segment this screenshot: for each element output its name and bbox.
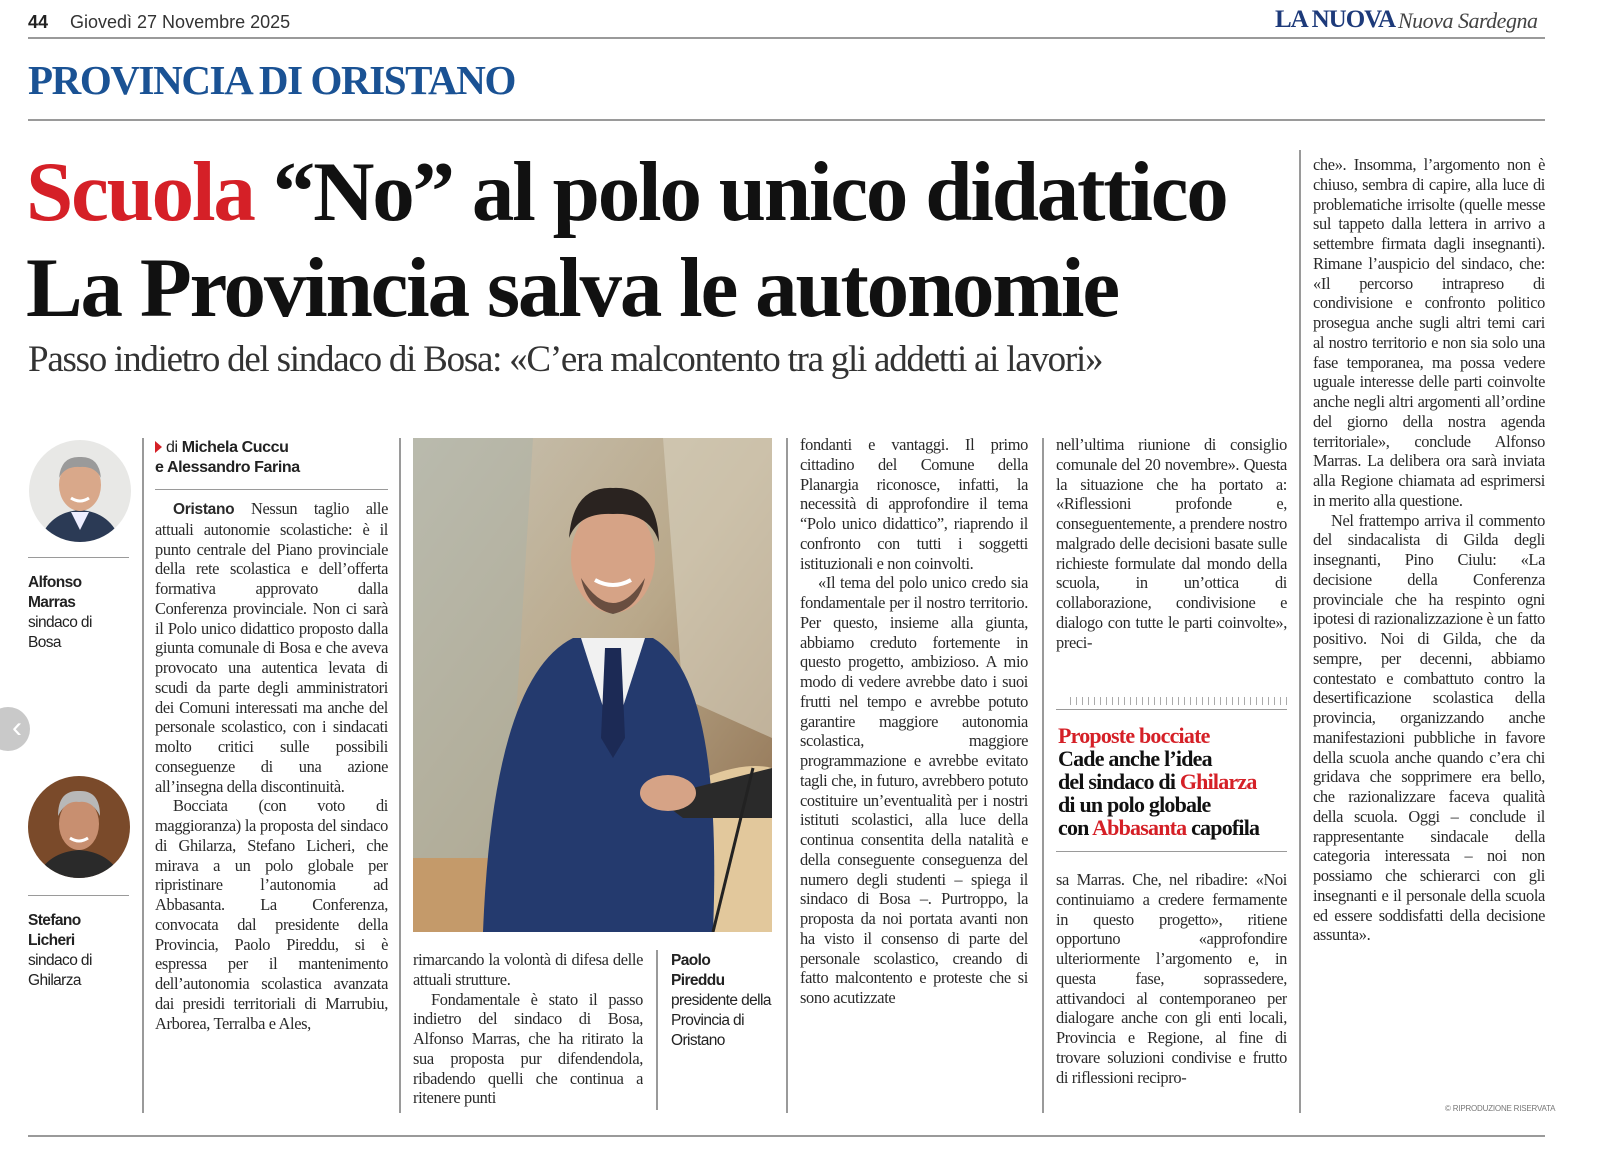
- box-title-highlight: Ghilarza: [1179, 769, 1257, 794]
- newspaper-logo: LA NUOVA: [1275, 6, 1396, 33]
- byline-prefix: di: [166, 439, 178, 456]
- portrait-name: Stefano Licheri: [28, 912, 81, 949]
- previous-page-button[interactable]: [0, 707, 30, 751]
- headline-kicker: Scuola: [26, 145, 254, 239]
- column-divider: [399, 438, 401, 1113]
- article-column-4-bottom: [1056, 870, 1287, 1115]
- portrait-caption: [28, 573, 98, 653]
- portrait-caption: [28, 911, 108, 991]
- column-divider: [1299, 150, 1301, 1113]
- portrait-stefano-licheri: [28, 776, 130, 878]
- box-divider: [1056, 851, 1287, 852]
- footer-divider: [28, 1135, 1545, 1137]
- box-title-text: del sindaco di: [1058, 769, 1180, 794]
- issue-date: Giovedì 27 Novembre 2025: [70, 12, 291, 32]
- article-photo: [413, 438, 772, 932]
- box-title-line: Cade anche l’idea: [1058, 746, 1212, 771]
- photo-caption-role: presidente della Provincia di Oristano: [671, 992, 771, 1049]
- box-divider: [1056, 709, 1287, 710]
- box-title-text: con: [1058, 815, 1093, 840]
- section-divider: [28, 119, 1545, 121]
- sidebar-box: [1058, 724, 1293, 839]
- portrait-role: sindaco di Ghilarza: [28, 952, 92, 989]
- newspaper-logo-script: Nuova Sardegna: [1398, 8, 1538, 33]
- subtitle: Passo indietro del sindaco di Bosa: «C’era malcontento tra gli addetti ai lavori»: [28, 339, 1103, 380]
- article-column-5: [1313, 155, 1545, 1095]
- header-divider: [28, 37, 1545, 39]
- headline-line-1: [26, 145, 1227, 239]
- paragraph: Nessun taglio alle attuali autonomie scolastiche: è il punto centrale del Piano provinciale della rete scolastica e dell’offerta formativa approvato dalla Conferenza provinciale. Non ci sarà il Polo unico didattico proposto dalla giunta comunale di Bosa e che aveva provocato una autentica levata di scudi da parte degli amministratori dei Comuni interessati ma anche del personale scolastico, con i sindacati molto critici sulle possibili conseguenze di una azione all’insegna della discontinuità.: [155, 499, 388, 796]
- dateline: Oristano: [173, 501, 235, 518]
- photo-caption-name: Paolo Pireddu: [671, 952, 725, 989]
- portrait-divider: [28, 895, 129, 896]
- photo-caption: [671, 951, 776, 1051]
- paragraph: «Il tema del polo unico credo sia fondamentale per il nostro territorio. Per questo, insieme alla giunta, abbiamo creduto fortemente in questo progetto, ambizioso. A mio modo di vedere avrebbe dato i suoi frutti nel tempo e avrebbe potuto garantire maggiore autonomia scolastica, maggiore programmazione e avrebbe evitato tagli che, in futuro, avrebbero potuto costituire un’eventualità per i nostri istituti scolastici, alla luce della continua consentita della natalità e della conseguente conseguenza del numero degli studenti – spiega il sindaco di Bosa –. Purtroppo, la proposta da noi portata avanti non ha visto il consenso di parte del personale scolastico, creando di fatto malcontento e proteste che si sono acutizzate: [800, 573, 1028, 1007]
- article-column-4-top: [1056, 435, 1287, 675]
- column-divider: [786, 438, 788, 1113]
- box-title-line: [1058, 816, 1293, 839]
- paragraph: che». Insomma, l’argomento non è chiuso, sembra di capire, alla luce di problematiche irrisolte (quelle messe sul tappeto dalla lettera in arrivo a settembre firmata dagli insegnanti). Rimane l’auspicio del sindaco, che: «Il percorso intrapreso di condivisione e confronto politico prosegua anche sugli altri temi cari al nostro territorio e non sia solo una fase temporanea, ma possa vedere uguale interesse delle parti coinvolte anche negli altri argomenti all’ordine del giorno della nostra agenda territoriale», conclude Alfonso Marras. La delibera ora sarà inviata alla Regione chiamata ad esprimersi in merito alla questione.: [1313, 155, 1545, 510]
- byline-author: Michela Cuccu: [181, 439, 289, 456]
- dotted-rule: [1070, 697, 1287, 705]
- paragraph: fondanti e vantaggi. Il primo cittadino del Comune della Planargia riconosce, infatti, la necessità di approfondire il tema “Polo unico didattico”, riaprendo il confronto con tutti i soggetti istituzionali e non coinvolti.: [800, 435, 1028, 573]
- paragraph: Fondamentale è stato il passo indietro del sindaco di Bosa, Alfonso Marras, che ha ritirato la sua proposta pur difendendola, ribadendo quelli che continua a ritenere punti: [413, 989, 643, 1108]
- article-column-3: [800, 435, 1028, 1115]
- page-number: 44: [28, 12, 49, 32]
- portrait-image: [28, 776, 130, 878]
- box-title-line: [1058, 770, 1293, 793]
- column-divider: [656, 950, 658, 1110]
- byline-author: e Alessandro Farina: [155, 459, 300, 476]
- headline-text-1: “No” al polo unico didattico: [272, 145, 1227, 239]
- column-divider: [1042, 438, 1044, 1113]
- box-kicker: Proposte bocciate: [1058, 723, 1210, 748]
- article-column-2: [413, 950, 643, 1112]
- paragraph: sa Marras. Che, nel ribadire: «Noi continuiamo a credere fermamente in questo progetto», ritiene opportuno «approfondire ulteriormente l’argomento e, in questa fase, soprassedere, attivandoci al contemporaneo per dialogare anche con gli enti locali, Provincia e Regione, al fine di trovare soluzioni condivise e frutto di riflessioni recipro-: [1056, 870, 1287, 1087]
- article-column-1: [155, 499, 388, 1115]
- box-title-line: di un polo globale: [1058, 792, 1211, 817]
- column-divider: [142, 438, 144, 1113]
- paragraph: Bocciata (con voto di maggioranza) la proposta del sindaco di Ghilarza, Stefano Licheri, che mirava a un polo globale per ripristinare l’autonomia ad Abbasanta. La Conferenza, convocata dal presidente della Provincia, Paolo Pireddu, si è espressa per il mantenimento dell’autonomia scolastica avanzata dai presidi territoriali di Marrubiu, Arborea, Terralba e Ales,: [155, 796, 388, 1033]
- paragraph: Nel frattempo arriva il commento del sindacalista di Gilda degli insegnanti, Pino Ciulu: «La decisione della Conferenza provinciale che ha respinto ogni ipotesi di razionalizzazione è un fatto positivo. Noi di Gilda, che da sempre, per decenni, abbiamo contestato e combattuto contro la desertificazione scolastica della provincia, organizzando anche manifestazioni pubbliche in favore della scuola anche quando c’era chi gridava che sopprimere era bello, che razionalizzare faceva qualità della scuola. Oggi – conclude il rappresentante sindacale della categoria interessata – noi non possiamo che schierarci con gli insegnanti e il personale della scuola ed essere soddisfatti della decisione assunta».: [1313, 510, 1545, 945]
- portrait-role: sindaco di Bosa: [28, 614, 92, 651]
- section-title: PROVINCIA DI ORISTANO: [28, 57, 515, 103]
- byline: [155, 438, 300, 478]
- byline-marker-icon: [155, 441, 162, 453]
- headline-line-2: La Provincia salva le autonomie: [26, 241, 1118, 335]
- copyright-notice: © RIPRODUZIONE RISERVATA: [1445, 1104, 1556, 1113]
- photo-paolo-pireddu: [413, 438, 772, 932]
- portrait-image: [29, 440, 131, 542]
- box-title-text: capofila: [1186, 815, 1260, 840]
- paragraph: nell’ultima riunione di consiglio comunale del 20 novembre». Questa la situazione che ha portato a: «Riflessioni profonde e, conseguentemente, a prendere nostro malgrado delle decisioni basate sulle richieste formulate dal mondo della scuola, in un’ottica di collaborazione, condivisione e dialogo con tutte le parti coinvolte», preci-: [1056, 435, 1287, 652]
- paragraph: rimarcando la volontà di difesa delle attuali strutture.: [413, 950, 643, 989]
- portrait-alfonso-marras: [29, 440, 131, 542]
- portrait-name: Alfonso Marras: [28, 574, 82, 611]
- box-title-highlight: Abbasanta: [1092, 815, 1187, 840]
- portrait-divider: [28, 557, 129, 558]
- chevron-left-icon: ‹: [12, 711, 22, 744]
- byline-divider: [155, 489, 388, 490]
